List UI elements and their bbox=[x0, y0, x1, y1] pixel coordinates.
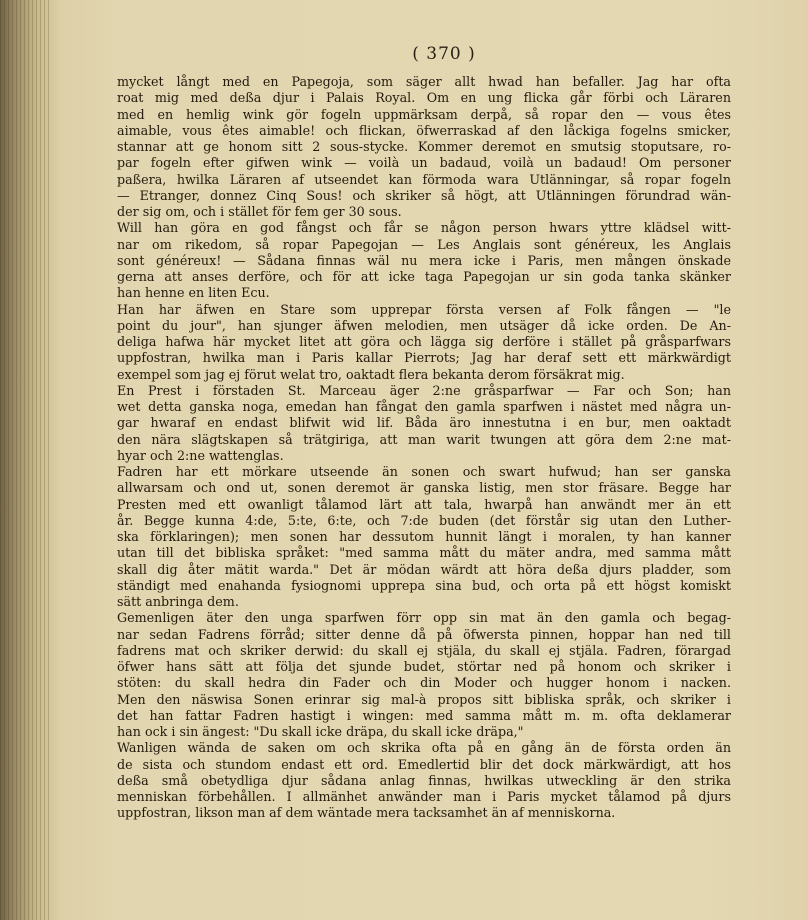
text-line: uppfostran, likson man af dem wäntade mera tacksamhet än af menniskorna. bbox=[117, 805, 616, 821]
text-line: Will han göra en god fångst och får se någon person hwars yttre klädsel witt- bbox=[117, 220, 731, 236]
text-line: ska förklaringen); men sonen har dessutom hunnit längt i moralen, ty han kanner bbox=[117, 529, 731, 544]
text-line: de sista och stundom endast ett ord. Emedlertid blir det dock märkwärdigt, att hos bbox=[117, 756, 731, 772]
text-line: menniskan förbehållen. I allmänhet anwänder man i Paris mycket tålamod på djurs bbox=[117, 789, 731, 804]
text-line: Presten med ett owanligt tålamod lärt att tala, hwarpå han anwändt mer än ett bbox=[117, 496, 731, 512]
text-line: nar sedan Fadrens förråd; sitter denne då på öfwersta pinnen, hoppar han ned till bbox=[117, 626, 731, 642]
text-line: exempel som jag ej förut welat tro, oaktadt flera bekanta derom försäkrat mig. bbox=[117, 366, 625, 382]
text-line: sont généreux! — Sådana finnas wäl nu mera icke i Paris, men mången önskade bbox=[117, 252, 731, 268]
text-line: år. Begge kunna 4:de, 5:te, 6:te, och 7:de buden (det förstår sig utan den Luther- bbox=[117, 512, 731, 528]
text-line: deßa små obetydliga djur sådana anlag finnas, hwilkas utweckling är den strika bbox=[117, 772, 731, 788]
text-line: utan till det bibliska språket: "med samma mått du mäter andra, med samma mått bbox=[117, 545, 731, 561]
text-line: öfwer hans sätt att följa det sjunde budet, störtar ned på honom och skriker i bbox=[117, 659, 731, 674]
text-line: roat mig med deßa djur i Palais Royal. Om en ung flicka går förbi och Läraren bbox=[117, 90, 731, 106]
text-line: En Prest i förstaden St. Marceau äger 2:ne gråsparfwar — Far och Son; han bbox=[117, 382, 731, 398]
text-line: der sig om, och i stället för fem ger 30 sous. bbox=[117, 204, 402, 219]
text-line: Han har äfwen en Stare som upprepar första versen af Folk fången — "le bbox=[117, 301, 731, 317]
text-line: mycket långt med en Papegoja, som säger allt hwad han befaller. Jag har ofta bbox=[117, 74, 731, 89]
text-line: det han fattar Fadren hastigt i wingen: med samma mått m. m. ofta deklamerar bbox=[117, 707, 731, 723]
page-number: ( 370 ) bbox=[412, 44, 476, 64]
text-line: stannar att ge honom sitt 2 sous-stycke. Kommer deremot en smutsig stoputsare, ro- bbox=[117, 139, 731, 154]
text-line: par fogeln efter gifwen wink — voilà un badaud, voilà un badaud! Om personer bbox=[117, 155, 731, 171]
text-line: gar hwaraf en endast blifwit wid lif. Båda äro innestutna i en bur, men oaktadt bbox=[117, 415, 731, 431]
text-line: ständigt med enahanda fysiognomi upprepa sina bud, och orta på ett högst komiskt bbox=[117, 577, 731, 593]
text-line: gerna att anses derföre, och för att icke taga Papegojan ur sin goda tanka skänker bbox=[117, 269, 731, 284]
text-line: Wanligen wända de saken om och skrika ofta på en gång än de första orden än bbox=[117, 740, 731, 756]
page-text bbox=[117, 74, 731, 822]
text-line: stöten: du skall hedra din Fader och din Moder och hugger honom i nacken. bbox=[117, 675, 731, 691]
text-line: paßera, hwilka Läraren af utseendet kan förmoda wara Utlänningar, så ropar fogeln bbox=[117, 171, 731, 187]
text-line: — Etranger, donnez Cinq Sous! och skriker så högt, att Utlänningen förundrad wän- bbox=[117, 187, 731, 203]
text-line: deliga hafwa här mycket litet att göra och lägga sig derföre i stället på gråsparfwars bbox=[117, 334, 731, 349]
text-line: wet detta ganska noga, emedan han fångat den gamla sparfwen i nästet med några un- bbox=[117, 399, 731, 414]
text-line: hyar och 2:ne wattenglas. bbox=[117, 447, 284, 463]
text-line: fadrens mat och skriker derwid: du skall ej stjäla, du skall ej stjäla. Fadren, förargad bbox=[117, 642, 731, 658]
text-line: nar om rikedom, så ropar Papegojan — Les Anglais sont généreux, les Anglais bbox=[117, 236, 731, 252]
text-line: med en hemlig wink gör fogeln uppmärksam derpå, så ropar den — vous êtes bbox=[117, 106, 731, 122]
text-line: Fadren har ett mörkare utseende än sonen och swart hufwud; han ser ganska bbox=[117, 464, 731, 479]
text-line: Gemenligen äter den unga sparfwen förr opp sin mat än den gamla och begag- bbox=[117, 610, 731, 626]
text-line: aimable, vous êtes aimable! och flickan, öfwerraskad af den låckiga fogelns smicker, bbox=[117, 122, 731, 138]
text-line: sätt anbringa dem. bbox=[117, 594, 239, 609]
text-line: han henne en liten Ecu. bbox=[117, 285, 270, 301]
text-line: den nära slägtskapen så trätgiriga, att man warit twungen att göra dem 2:ne mat- bbox=[117, 431, 731, 447]
text-line: Men den näswisa Sonen erinrar sig mal-à propos sitt bibliska språk, och skriker i bbox=[117, 691, 731, 707]
text-line: allwarsam och ond ut, sonen deremot är ganska listig, men stor fräsare. Begge har bbox=[117, 480, 731, 496]
text-line: han ock i sin ängest: "Du skall icke dräpa, du skall icke dräpa," bbox=[117, 724, 524, 739]
text-line: point du jour", han sjunger äfwen melodien, men utsäger då icke orden. De An- bbox=[117, 317, 731, 333]
text-line: skall dig åter mätit warda." Det är mödan wärdt att höra deßa djurs pladder, som bbox=[117, 561, 731, 577]
text-line: uppfostran, hwilka man i Paris kallar Pierrots; Jag har deraf sett ett märkwärdigt bbox=[117, 350, 731, 366]
book-gutter bbox=[0, 0, 52, 920]
